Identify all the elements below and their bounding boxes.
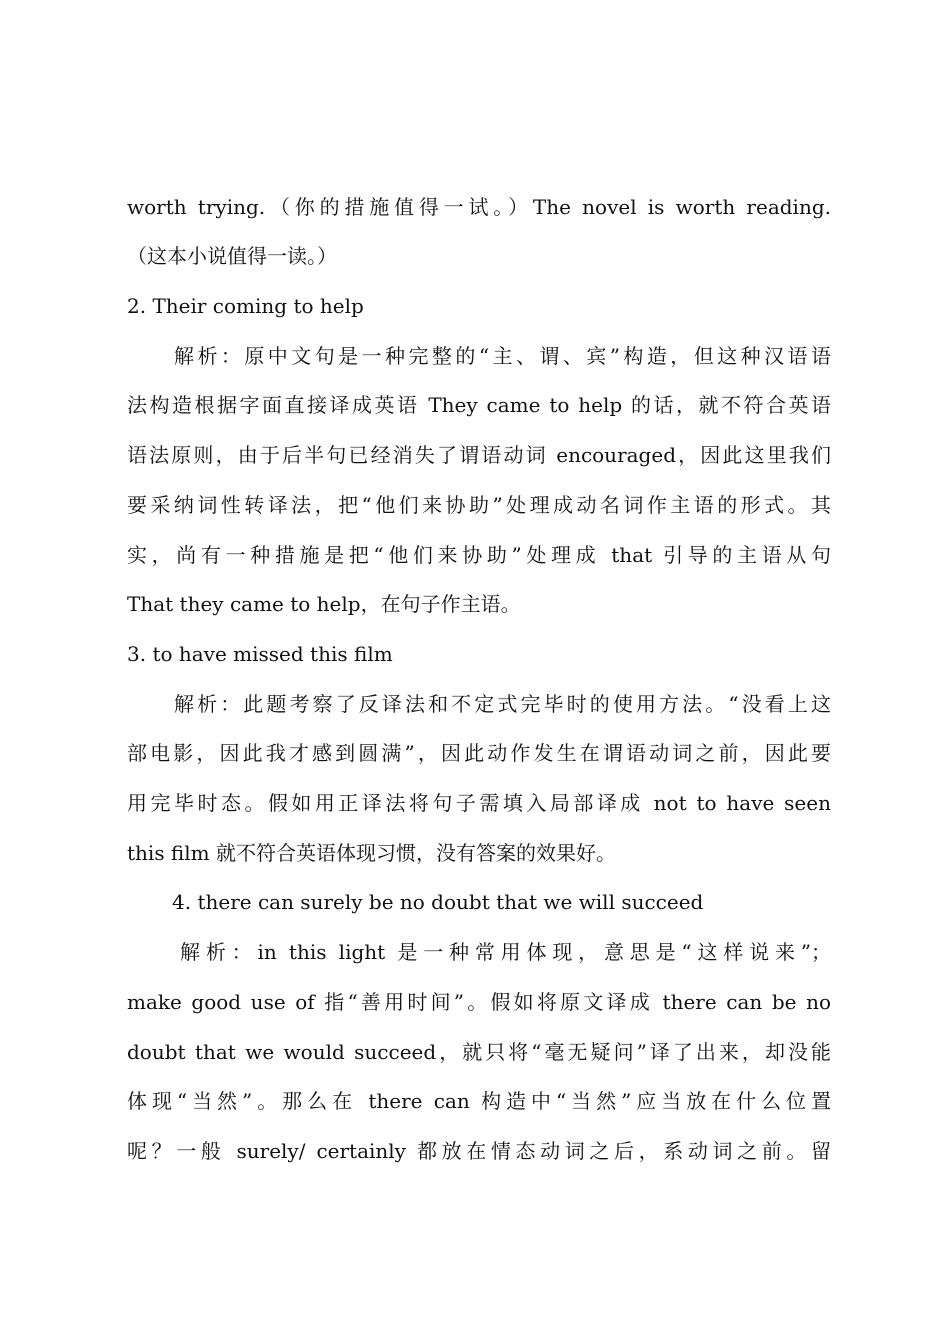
- analysis-paragraph-line: That they came to help，在句子作主语。: [127, 592, 521, 616]
- list-item-heading-3: 3. to have missed this film: [127, 642, 393, 666]
- analysis-paragraph-line: 部电影，因此我才感到圆满”，因此动作发生在谓语动词之前，因此要: [127, 741, 831, 765]
- analysis-paragraph-line: 语法原则，由于后半句已经消失了谓语动词 encouraged，因此这里我们: [127, 443, 831, 467]
- analysis-paragraph-line: 体现“当然”。那么在 there can 构造中“当然”应当放在什么位置: [127, 1089, 831, 1113]
- analysis-paragraph-line: doubt that we would succeed，就只将“毫无疑问”译了出来，却没能: [127, 1040, 831, 1064]
- text-line-2: （这本小说值得一读。）: [127, 244, 337, 268]
- list-item-heading-4: 4. there can surely be no doubt that we will succeed: [172, 890, 704, 914]
- analysis-paragraph-line: 用完毕时态。假如用正译法将句子需填入局部译成 not to have seen: [127, 791, 831, 815]
- analysis-paragraph-line: 实，尚有一种措施是把“他们来协助”处理成 that 引导的主语从句: [127, 543, 831, 567]
- text-line-1: worth trying.（你的措施值得一试。）The novel is worth reading.: [127, 195, 831, 219]
- list-item-heading-2: 2. Their coming to help: [127, 294, 364, 318]
- analysis-paragraph-line: 要采纳词性转译法，把“他们来协助”处理成动名词作主语的形式。其: [127, 493, 831, 517]
- analysis-paragraph-line: make good use of 指“善用时间”。假如将原文译成 there can be no: [127, 990, 831, 1014]
- analysis-paragraph-line: 解析：原中文句是一种完整的“主、谓、宾”构造，但这种汉语语: [174, 344, 831, 368]
- analysis-paragraph-line: 呢？一般 surely/ certainly 都放在情态动词之后，系动词之前。留: [127, 1139, 831, 1163]
- analysis-paragraph-line: this film 就不符合英语体现习惯，没有答案的效果好。: [127, 841, 616, 865]
- analysis-paragraph-line: 法构造根据字面直接译成英语 They came to help 的话，就不符合英语: [127, 393, 831, 417]
- analysis-paragraph-line: 解析：in this light 是一种常用体现，意思是“这样说来”；: [180, 940, 831, 964]
- analysis-paragraph-line: 解析：此题考察了反译法和不定式完毕时的使用方法。“没看上这: [174, 692, 831, 716]
